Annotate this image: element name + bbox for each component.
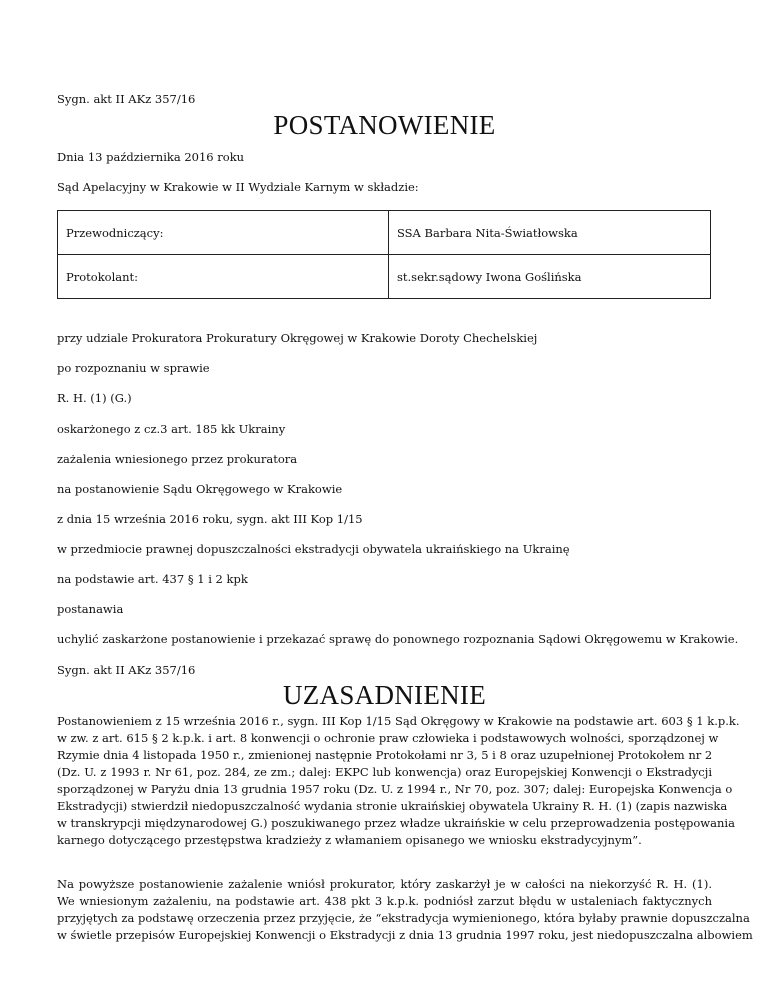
body-line: przy udziale Prokuratora Prokuratury Okręgowej w Krakowie Doroty Chechelskiej <box>57 331 538 345</box>
paragraph-line: przyjętych za podstawę orzeczenia przez przyjęcie, że “ekstradycja wymienionego, która byłaby prawnie dopuszczalna <box>57 911 750 925</box>
body-line: na postanowienie Sądu Okręgowego w Krakowie <box>57 482 343 496</box>
page-title: POSTANOWIENIE <box>273 110 496 140</box>
paragraph-line: w transkrypcji międzynarodowej G.) poszukiwanego przez władze ukraińskie w celu przeprowadzenia postępowania <box>57 816 735 830</box>
panel-person: SSA Barbara Nita-Światłowska <box>389 211 711 255</box>
body-line: po rozpoznaniu w sprawie <box>57 361 210 375</box>
paragraph-line: We wniesionym zażaleniu, na podstawie art. 438 pkt 3 k.p.k. podniósł zarzut błędu w ustaleniach faktycznych <box>57 894 712 908</box>
paragraph-line: w zw. z art. 615 § 2 k.p.k. i art. 8 konwencji o ochronie praw człowieka i podstawowych wolności, sporządzonej w <box>57 731 719 745</box>
paragraph <box>57 713 740 849</box>
paragraph-line: (Dz. U. z 1993 r. Nr 61, poz. 284, ze zm.; dalej: EKPC lub konwencja) oraz Europejskiej Konwencji o Ekstradycji <box>57 765 712 779</box>
body-line: zażalenia wniesionego przez prokuratora <box>57 452 298 466</box>
paragraph-line: karnego dotyczącego przestępstwa kradzieży z włamaniem opisanego we wniosku ekstradycyjnym”. <box>57 833 642 847</box>
body-line: oskarżonego z cz.3 art. 185 kk Ukrainy <box>57 422 286 436</box>
paragraph-line: sporządzonej w Paryżu dnia 13 grudnia 1957 roku (Dz. U. z 1994 r., Nr 70, poz. 307; dalej: Europejska Konwencja o <box>57 782 733 796</box>
paragraph-line: w świetle przepisów Europejskiej Konwencji o Ekstradycji z dnia 13 grudnia 1997 roku, jest niedopuszczalna albowiem <box>57 928 753 942</box>
panel-table <box>57 210 711 299</box>
paragraph-line: Rzymie dnia 4 listopada 1950 r., zmienionej następnie Protokołami nr 3, 5 i 8 oraz uzupełnionej Protokołem nr 2 <box>57 748 713 762</box>
body-line: na podstawie art. 437 § 1 i 2 kpk <box>57 572 248 586</box>
table-row <box>58 255 711 299</box>
paragraph-line: Na powyższe postanowienie zażalenie wniósł prokurator, który zaskarżył je w całości na niekorzyść R. H. (1). <box>57 877 712 891</box>
body-line: w przedmiocie prawnej dopuszczalności ekstradycji obywatela ukraińskiego na Ukrainę <box>57 542 570 556</box>
body-line: z dnia 15 września 2016 roku, sygn. akt III Kop 1/15 <box>57 512 363 526</box>
section-title: UZASADNIENIE <box>282 680 487 710</box>
body-line: uchylić zaskarżone postanowienie i przekazać sprawę do ponownego rozpoznania Sądowi Okręgowemu w Krakowie. <box>57 632 739 646</box>
decision-date: Dnia 13 października 2016 roku <box>57 150 245 164</box>
case-reference: Sygn. akt II AKz 357/16 <box>57 92 196 106</box>
paragraph-line: Postanowieniem z 15 września 2016 r., sygn. III Kop 1/15 Sąd Okręgowy w Krakowie na podstawie art. 603 § 1 k.p.k. <box>57 714 740 728</box>
paragraph-line: Ekstradycji) stwierdził niedopuszczalność wydania stronie ukraińskiej obywatela Ukrainy R. H. (1) (zapis nazwiska <box>57 799 728 813</box>
paragraph <box>57 876 753 944</box>
table-row <box>58 211 711 255</box>
body-line: R. H. (1) (G.) <box>57 391 132 405</box>
panel-person: st.sekr.sądowy Iwona Goślińska <box>389 255 711 299</box>
panel-role: Protokolant: <box>58 255 389 299</box>
case-reference: Sygn. akt II AKz 357/16 <box>57 663 196 677</box>
panel-role: Przewodniczący: <box>58 211 389 255</box>
court-composition: Sąd Apelacyjny w Krakowie w II Wydziale Karnym w składzie: <box>57 180 419 194</box>
body-line: postanawia <box>57 602 124 616</box>
